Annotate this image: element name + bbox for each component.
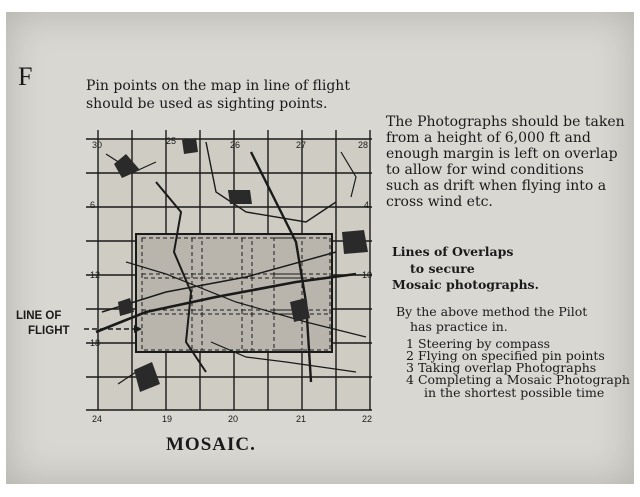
grid-label-left: 12 bbox=[90, 270, 101, 280]
step-text: in the shortest possible time bbox=[424, 385, 605, 400]
grid-label-top: 25 bbox=[166, 136, 177, 146]
mosaic-map bbox=[6, 12, 634, 484]
instruction-line-2: should be used as sighting points. bbox=[86, 96, 328, 112]
wood bbox=[342, 230, 368, 254]
step-text: Taking overlap Photographs bbox=[417, 360, 597, 375]
line-of-flight-label-1: LINE OF bbox=[16, 310, 62, 322]
instruction-line-1: Pin points on the map in line of flight bbox=[86, 78, 350, 94]
overlaps-sub-1: to secure bbox=[410, 261, 475, 276]
step-text: Steering by compass bbox=[417, 336, 551, 351]
grid-label-left: 6 bbox=[90, 200, 96, 210]
wood bbox=[182, 138, 198, 154]
step-number: 3 bbox=[406, 360, 414, 375]
grid-label-bottom: 24 bbox=[92, 414, 103, 424]
wood bbox=[228, 190, 252, 204]
photo-note-line-4: to allow for wind conditions bbox=[386, 162, 584, 178]
photo-note-line-2: from a height of 6,000 ft and bbox=[386, 130, 591, 146]
step-text: Flying on specified pin points bbox=[417, 348, 605, 363]
overlaps-sub-2: Mosaic photographs. bbox=[392, 277, 539, 292]
grid-label-top: 30 bbox=[92, 140, 103, 150]
lantern-slide bbox=[6, 12, 634, 484]
photo-note-line-6: cross wind etc. bbox=[386, 194, 493, 210]
grid-label-top: 27 bbox=[296, 140, 307, 150]
mosaic-title: MOSAIC. bbox=[166, 434, 256, 455]
grid-label-bottom: 21 bbox=[296, 414, 307, 424]
overlaps-title: Lines of Overlaps bbox=[392, 244, 514, 259]
grid-label-bottom: 22 bbox=[362, 414, 373, 424]
photo-note-line-5: such as drift when flying into a bbox=[386, 178, 607, 194]
photo-note-line-3: enough margin is left on overlap bbox=[386, 146, 618, 162]
line-of-flight-label-2: FLIGHT bbox=[28, 325, 70, 337]
step-text: Completing a Mosaic Photograph bbox=[417, 372, 630, 387]
photo-note-line-1: The Photographs should be taken bbox=[386, 114, 625, 130]
plate-letter: F bbox=[18, 62, 33, 91]
step-number: 1 bbox=[406, 336, 414, 351]
step-number: 2 bbox=[406, 348, 414, 363]
method-line-2: has practice in. bbox=[410, 319, 508, 334]
method-line-1: By the above method the Pilot bbox=[396, 304, 588, 319]
step-number: 4 bbox=[406, 372, 414, 387]
grid-label-top: 28 bbox=[358, 140, 369, 150]
grid-label-top: 26 bbox=[230, 140, 241, 150]
grid-label-left: 18 bbox=[90, 338, 101, 348]
grid-label-bottom: 20 bbox=[228, 414, 239, 424]
grid-label-bottom: 19 bbox=[162, 414, 173, 424]
grid-label-right: 4 bbox=[364, 200, 370, 210]
grid-label-right: 10 bbox=[362, 270, 373, 280]
